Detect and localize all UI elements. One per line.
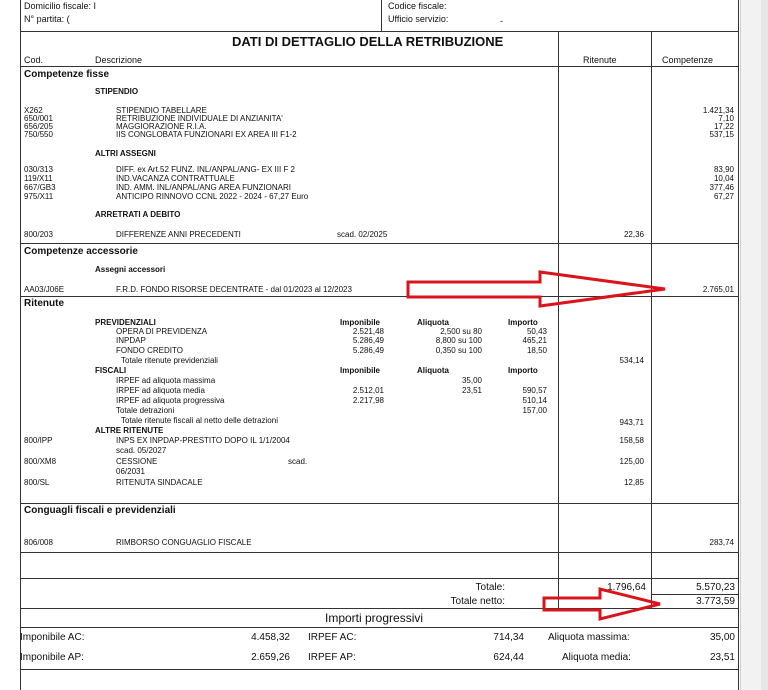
header-aliquota-fiscali: Aliquota <box>417 366 449 375</box>
fisc-aliquota: 23,51 <box>461 386 482 395</box>
conguagli-code: 806/008 <box>24 538 53 547</box>
row-competenze: 537,15 <box>709 130 734 139</box>
group-stipendio: STIPENDIO <box>95 87 139 96</box>
col-competenze: Competenze <box>662 55 714 65</box>
arretrati-scad: scad. 02/2025 <box>337 230 388 239</box>
row-competenze: 1.421,34 <box>702 106 734 115</box>
fisc-aliquota: 35,00 <box>461 376 482 385</box>
row-code: 750/550 <box>24 130 53 139</box>
col-cod: Cod. <box>24 55 44 65</box>
fisc-importo: 157,00 <box>522 406 547 415</box>
header-importo-fiscali: Importo <box>508 366 538 375</box>
group-altre-ritenute: ALTRE RITENUTE <box>95 426 164 435</box>
page-title: DATI DI DETTAGLIO DELLA RETRIBUZIONE <box>232 34 504 49</box>
row-desc: DIFF. ex Art.52 FUNZ. INL/ANPAL/ANG- EX III F 2 <box>116 165 296 174</box>
col-descrizione: Descrizione <box>95 55 143 65</box>
row-code: 030/313 <box>24 165 53 174</box>
row-desc: STIPENDIO TABELLARE <box>116 106 207 115</box>
prev-imponibile: 5.286,49 <box>352 346 384 355</box>
group-arretrati: ARRETRATI A DEBITO <box>95 210 181 219</box>
row-code: X262 <box>24 106 43 115</box>
prev-desc: FONDO CREDITO <box>116 346 183 355</box>
altre-code: 800/XM8 <box>24 457 57 466</box>
progressivi-title: Importi progressivi <box>325 611 424 625</box>
accessori-code: AA03/J06E <box>24 285 65 294</box>
altre-code: 800/IPP <box>24 436 53 445</box>
row-desc: RETRIBUZIONE INDIVIDUALE DI ANZIANITA' <box>116 114 283 123</box>
prev-imponibile: 2.521,48 <box>352 327 384 336</box>
viewer-side-panel <box>740 0 768 690</box>
prev-aliquota: 2,500 su 80 <box>440 327 482 336</box>
totale-previdenziali-value: 534,14 <box>619 356 644 365</box>
arretrati-desc: DIFFERENZE ANNI PRECEDENTI <box>116 230 241 239</box>
row-code: 667/GB3 <box>24 183 56 192</box>
section-competenze-accessorie: Competenze accessorie <box>24 246 138 257</box>
totale-fiscali-value: 943,71 <box>619 418 644 427</box>
totale-previdenziali-label: Totale ritenute previdenziali <box>121 356 218 365</box>
header-importo: Importo <box>508 318 538 327</box>
conguagli-competenze: 283,74 <box>709 538 734 547</box>
group-assegni-accessori: Assegni accessori <box>95 265 166 274</box>
altre-desc-line2: 06/2031 <box>116 467 145 476</box>
row-code: 656/205 <box>24 122 53 131</box>
accessori-desc: F.R.D. FONDO RISORSE DECENTRATE - dal 01/2023 al 12/2023 <box>116 285 352 294</box>
altre-ritenute: 125,00 <box>619 457 644 466</box>
row-competenze: 83,90 <box>713 165 734 174</box>
ufficio-servizio: Ufficio servizio: <box>388 14 449 24</box>
irpef-ap-label: IRPEF AP: <box>308 652 356 663</box>
section-conguagli: Conguagli fiscali e previdenziali <box>24 505 176 516</box>
section-competenze-fisse: Competenze fisse <box>24 69 110 80</box>
aliquota-massima-value: 35,00 <box>709 632 735 643</box>
ufficio-value: - <box>500 16 503 26</box>
prev-aliquota: 8,800 su 100 <box>435 336 482 345</box>
group-altri-assegni: ALTRI ASSEGNI <box>95 149 156 158</box>
scrollbar-track[interactable] <box>761 0 768 690</box>
prev-importo: 465,21 <box>522 336 547 345</box>
row-desc: ANTICIPO RINNOVO CCNL 2022 - 2024 - 67,27 Euro <box>116 192 309 201</box>
totale-competenze: 5.570,23 <box>696 582 735 593</box>
fisc-imponibile: 2.217,98 <box>352 396 384 405</box>
header-imponibile-fiscali: Imponibile <box>340 366 380 375</box>
fisc-importo: 590,57 <box>522 386 547 395</box>
totale-label: Totale: <box>475 582 505 593</box>
irpef-ap-value: 624,44 <box>493 652 524 663</box>
row-competenze: 67,27 <box>713 192 734 201</box>
irpef-ac-value: 714,34 <box>493 632 524 643</box>
aliquota-massima-label: Aliquota massima: <box>548 632 630 643</box>
numero-partita: N° partita: ( <box>24 14 70 24</box>
group-previdenziali: PREVIDENZIALI <box>95 318 156 327</box>
codice-fiscale: Codice fiscale: <box>388 1 447 11</box>
prev-desc: INPDAP <box>116 336 146 345</box>
altre-desc: CESSIONE <box>116 457 158 466</box>
aliquota-media-value: 23,51 <box>709 652 735 663</box>
arretrati-ritenute: 22,36 <box>623 230 644 239</box>
conguagli-desc: RIMBORSO CONGUAGLIO FISCALE <box>116 538 252 547</box>
prev-imponibile: 5.286,49 <box>352 336 384 345</box>
altre-desc-line2: scad. 05/2027 <box>116 446 167 455</box>
aliquota-media-label: Aliquota media: <box>562 652 631 663</box>
row-competenze: 10,04 <box>713 174 734 183</box>
row-code: 650/001 <box>24 114 53 123</box>
prev-importo: 50,43 <box>526 327 547 336</box>
fisc-desc: IRPEF ad aliquota massima <box>116 376 216 385</box>
row-desc: IIS CONGLOBATA FUNZIONARI EX AREA III F1-2 <box>116 130 297 139</box>
group-fiscali: FISCALI <box>95 366 127 375</box>
arretrati-code: 800/203 <box>24 230 53 239</box>
row-code: 975/X11 <box>24 192 54 201</box>
altre-ritenute: 12,85 <box>623 478 644 487</box>
header-aliquota: Aliquota <box>417 318 449 327</box>
row-desc: IND.VACANZA CONTRATTUALE <box>116 174 235 183</box>
row-competenze: 17,22 <box>713 122 734 131</box>
altre-scad: scad. <box>288 457 308 466</box>
domicilio-fiscale: Domicilio fiscale: I <box>24 1 97 11</box>
accessori-competenze: 2.765,01 <box>702 285 734 294</box>
imponibile-ac-value: 4.458,32 <box>251 632 290 643</box>
imponibile-ap-label: Imponibile AP: <box>20 652 84 663</box>
totale-fiscali-label: Totale ritenute fiscali al netto delle detrazioni <box>121 416 278 425</box>
prev-desc: OPERA DI PREVIDENZA <box>116 327 208 336</box>
altre-desc: INPS EX INPDAP-PRESTITO DOPO IL 1/1/2004 <box>116 436 290 445</box>
prev-aliquota: 0,350 su 100 <box>435 346 482 355</box>
section-ritenute: Ritenute <box>24 298 64 309</box>
altre-desc: RITENUTA SINDACALE <box>116 478 203 487</box>
totale-netto-label: Totale netto: <box>450 596 505 607</box>
totale-ritenute: 1.796,64 <box>607 582 646 593</box>
row-desc: MAGGIORAZIONE R.I.A. <box>116 122 207 131</box>
fisc-importo: 510,14 <box>522 396 547 405</box>
header-imponibile: Imponibile <box>340 318 380 327</box>
col-ritenute: Ritenute <box>583 55 617 65</box>
altre-ritenute: 158,58 <box>619 436 644 445</box>
red-arrow-netto <box>544 589 660 619</box>
imponibile-ac-label: Imponibile AC: <box>20 632 85 643</box>
row-code: 119/X11 <box>24 174 53 183</box>
fisc-desc: Totale detrazioni <box>116 406 175 415</box>
prev-importo: 18,50 <box>526 346 547 355</box>
imponibile-ap-value: 2.659,26 <box>251 652 290 663</box>
irpef-ac-label: IRPEF AC: <box>308 632 357 643</box>
red-arrow-accessorie <box>408 272 665 306</box>
row-competenze: 377,46 <box>709 183 734 192</box>
fisc-imponibile: 2.512,01 <box>352 386 384 395</box>
fisc-desc: IRPEF ad aliquota media <box>116 386 205 395</box>
altre-code: 800/SL <box>24 478 50 487</box>
fisc-desc: IRPEF ad aliquota progressiva <box>116 396 225 405</box>
row-desc: IND. AMM. INL/ANPAL/ANG AREA FUNZIONARI <box>116 183 291 192</box>
row-competenze: 7,10 <box>718 114 734 123</box>
totale-netto-value: 3.773,59 <box>696 596 735 607</box>
